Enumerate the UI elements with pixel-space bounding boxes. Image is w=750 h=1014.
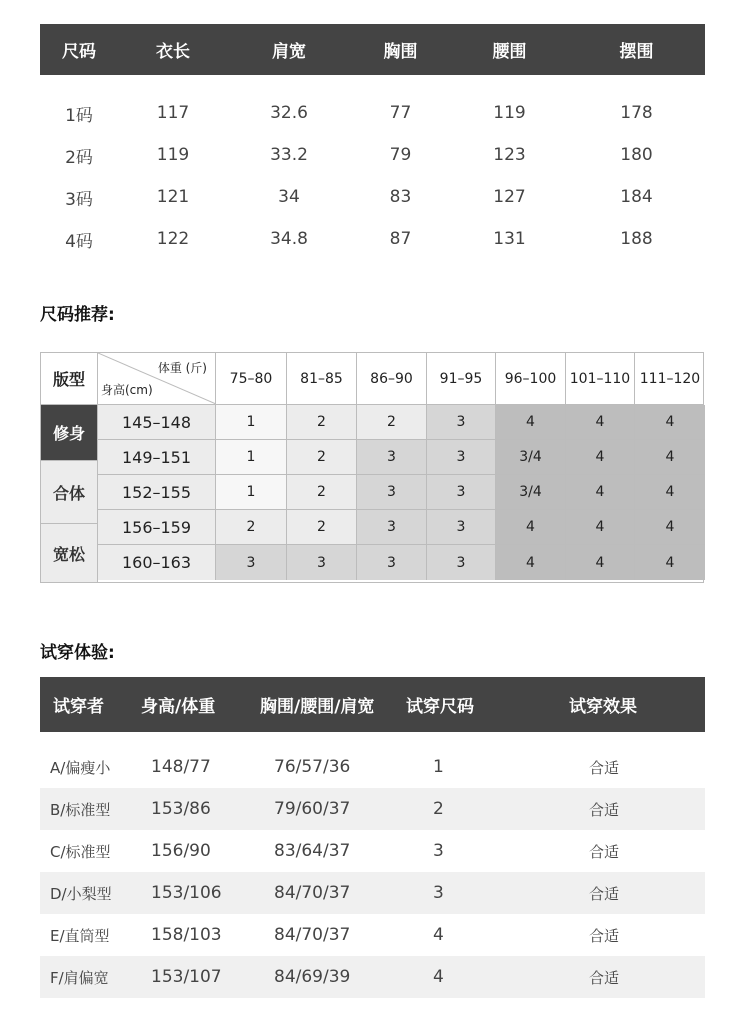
size-header-cell: 腰围	[492, 42, 527, 62]
size-cell: 87	[389, 229, 412, 249]
tryon-cell: 148/77	[151, 757, 211, 777]
tryon-cell: 3	[433, 883, 444, 903]
tryon-row	[40, 830, 705, 872]
tryon-cell: C/标准型	[50, 842, 111, 861]
recommended-size-cell: 1	[216, 440, 287, 475]
tryon-cell: 合适	[589, 800, 620, 819]
tryon-cell: 合适	[589, 758, 620, 777]
tryon-header-cell: 胸围/腰围/肩宽	[260, 697, 375, 717]
size-cell: 119	[493, 103, 526, 123]
height-range-cell: 160–163	[98, 545, 216, 580]
tryon-cell: 3	[433, 841, 444, 861]
recommended-size-cell: 2	[287, 475, 357, 510]
recommended-size-cell: 4	[635, 440, 705, 475]
recommended-size-cell: 4	[566, 440, 635, 475]
size-cell: 188	[620, 229, 653, 249]
tryon-row	[40, 872, 705, 914]
tryon-header-cell: 试穿者	[53, 697, 104, 717]
height-range-cell: 152–155	[98, 475, 216, 510]
recommended-size-cell: 3	[357, 440, 427, 475]
weight-range-header: 91–95	[427, 353, 496, 404]
recommended-size-cell: 4	[635, 545, 705, 580]
size-header-cell: 衣长	[156, 42, 190, 62]
tryon-cell: 83/64/37	[274, 841, 351, 861]
recommended-size-cell: 3	[427, 440, 496, 475]
size-cell: 1码	[65, 105, 93, 126]
size-cell: 123	[493, 145, 526, 165]
size-cell: 79	[389, 145, 412, 165]
tryon-cell: B/标准型	[50, 800, 111, 819]
tryon-cell: F/肩偏宽	[50, 968, 109, 987]
recommended-size-cell: 4	[635, 405, 705, 440]
recommended-size-cell: 3	[427, 545, 496, 580]
height-axis-label: 身高(cm)	[101, 383, 153, 397]
tryon-row	[40, 914, 705, 956]
size-row	[40, 92, 705, 134]
tryon-row	[40, 788, 705, 830]
fit-type-header: 版型	[41, 353, 98, 404]
tryon-cell: 1	[433, 757, 444, 777]
size-cell: 32.6	[270, 103, 308, 123]
size-table-body	[40, 92, 705, 260]
tryon-cell: 4	[433, 925, 444, 945]
size-cell: 178	[620, 103, 653, 123]
tryon-header-cell: 身高/体重	[141, 697, 216, 717]
recommended-size-cell: 4	[566, 510, 635, 545]
size-cell: 77	[389, 103, 412, 123]
recommended-size-cell: 4	[566, 405, 635, 440]
tryon-table-header	[40, 677, 705, 732]
recommended-size-cell: 2	[216, 510, 287, 545]
size-cell: 119	[156, 145, 190, 165]
weight-range-header: 111–120	[639, 370, 701, 387]
tryon-row	[40, 956, 705, 998]
tryon-cell: E/直筒型	[50, 926, 110, 945]
size-header-cell: 肩宽	[272, 42, 306, 62]
recommended-size-cell: 3	[357, 475, 427, 510]
size-header-cell: 尺码	[62, 42, 96, 62]
fit-type-2: 合体	[41, 461, 98, 524]
weight-axis-label: 体重 (斤)	[157, 361, 207, 375]
tryon-cell: 158/103	[151, 925, 222, 945]
tryon-cell: 153/86	[151, 799, 211, 819]
tryon-cell: 84/70/37	[274, 925, 351, 945]
recommended-size-cell: 3	[287, 545, 357, 580]
tryon-row	[40, 746, 705, 788]
size-cell: 117	[156, 103, 190, 123]
recommended-size-cell: 3/4	[496, 440, 566, 475]
recommended-size-cell: 3/4	[496, 475, 566, 510]
weight-range-header: 86–90	[357, 353, 427, 404]
recommended-size-cell: 4	[496, 545, 566, 580]
recommended-size-cell: 4	[566, 545, 635, 580]
tryon-cell: 4	[433, 967, 444, 987]
size-row	[40, 134, 705, 176]
size-cell: 3码	[65, 189, 93, 210]
weight-range-header: 75–80	[216, 353, 287, 404]
size-cell: 2码	[65, 147, 93, 168]
recommended-size-cell: 2	[357, 405, 427, 440]
size-cell: 127	[493, 187, 526, 207]
tryon-cell: 合适	[589, 926, 620, 945]
weight-range-header: 81–85	[287, 353, 357, 404]
recommended-size-cell: 2	[287, 510, 357, 545]
recommended-size-cell: 1	[216, 475, 287, 510]
tryon-header-cell: 试穿效果	[569, 697, 637, 717]
size-cell: 83	[389, 187, 412, 207]
tryon-cell: D/小梨型	[50, 884, 112, 903]
recommended-size-cell: 3	[427, 510, 496, 545]
tryon-cell: 153/106	[151, 883, 222, 903]
recommended-size-cell: 3	[427, 475, 496, 510]
size-cell: 180	[620, 145, 653, 165]
tryon-cell: 156/90	[151, 841, 211, 861]
size-cell: 121	[156, 187, 190, 207]
height-range-cell: 145–148	[98, 405, 216, 440]
tryon-header-cell: 试穿尺码	[406, 697, 474, 717]
recommended-size-cell: 4	[635, 475, 705, 510]
height-range-cell: 156–159	[98, 510, 216, 545]
size-cell: 131	[493, 229, 526, 249]
size-cell: 184	[620, 187, 653, 207]
tryon-cell: 合适	[589, 968, 620, 987]
tryon-cell: 2	[433, 799, 444, 819]
fit-type-1: 修身	[41, 405, 98, 461]
size-recommendation-grid	[40, 352, 704, 583]
tryon-cell: 84/69/39	[274, 967, 351, 987]
height-range-cell: 149–151	[98, 440, 216, 475]
recommendation-title: 尺码推荐:	[40, 305, 115, 325]
diagonal-header-cell	[98, 353, 216, 404]
size-header-cell: 摆围	[619, 42, 654, 62]
size-row	[40, 218, 705, 260]
recommended-size-cell: 3	[357, 510, 427, 545]
tryon-cell: 153/107	[151, 967, 222, 987]
recommended-size-cell: 4	[566, 475, 635, 510]
recommended-size-cell: 3	[216, 545, 287, 580]
tryon-cell: 合适	[589, 842, 620, 861]
weight-range-header: 101–110	[566, 353, 635, 404]
size-header-cell: 胸围	[383, 42, 418, 62]
recommended-size-cell: 4	[496, 405, 566, 440]
tryon-cell: 合适	[589, 884, 620, 903]
tryon-cell: 84/70/37	[274, 883, 351, 903]
tryon-cell: 76/57/36	[274, 757, 351, 777]
tryon-cell: 79/60/37	[274, 799, 351, 819]
size-cell: 4码	[65, 231, 93, 252]
recommended-size-cell: 3	[357, 545, 427, 580]
size-row	[40, 176, 705, 218]
size-cell: 34	[278, 187, 300, 207]
recommended-size-cell: 2	[287, 405, 357, 440]
size-cell: 34.8	[270, 229, 308, 249]
recommended-size-cell: 4	[635, 510, 705, 545]
size-cell: 122	[156, 229, 190, 249]
recommended-size-cell: 1	[216, 405, 287, 440]
recommended-size-cell: 2	[287, 440, 357, 475]
tryon-cell: A/偏瘦小	[50, 758, 111, 777]
fit-type-3: 宽松	[41, 524, 98, 582]
weight-range-header: 96–100	[496, 353, 566, 404]
recommended-size-cell: 4	[496, 510, 566, 545]
recommended-size-cell: 3	[427, 405, 496, 440]
size-cell: 33.2	[270, 145, 308, 165]
tryon-title: 试穿体验:	[40, 643, 115, 663]
size-table-header	[40, 24, 705, 75]
